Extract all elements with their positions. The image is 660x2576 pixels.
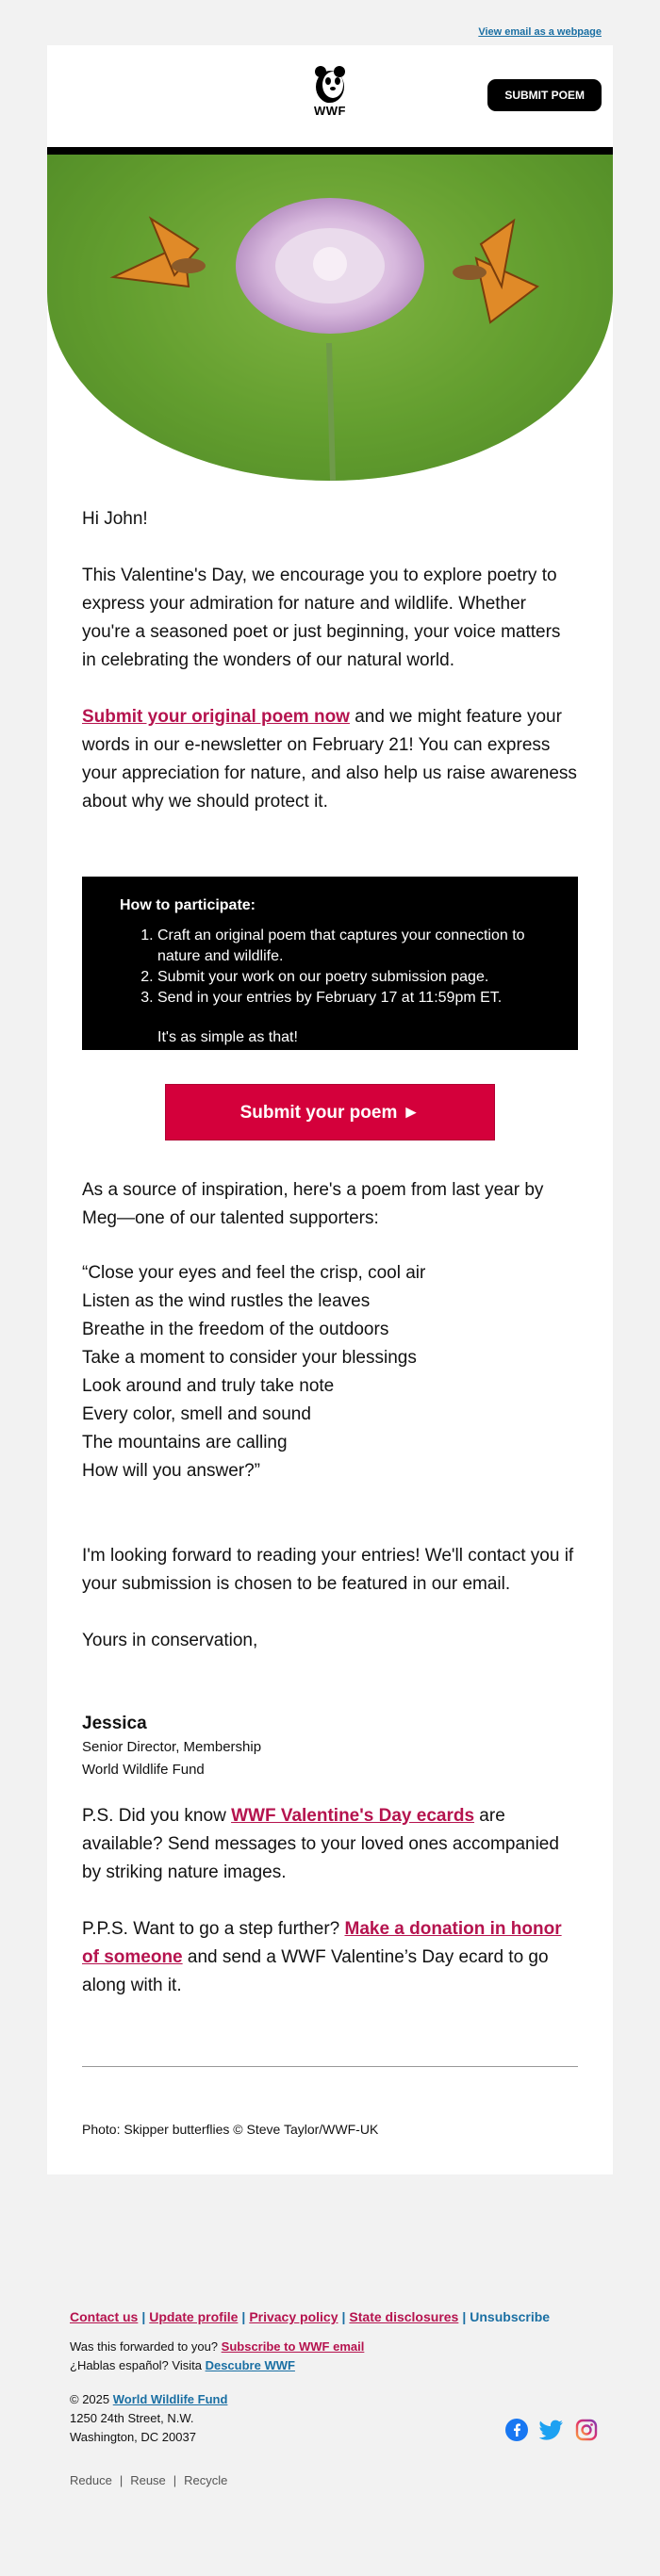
logo-text: WWF: [314, 104, 346, 118]
footer-link-state-disclosures[interactable]: State disclosures: [349, 2309, 459, 2324]
butterflies-flower-illustration: [47, 155, 613, 481]
greeting: Hi John!: [82, 509, 148, 529]
submit-poem-link[interactable]: Submit your original poem now: [82, 707, 350, 727]
email-body: [47, 505, 613, 2174]
intro-paragraph: This Valentine's Day, we encourage you to explore poetry to express your admiration for nature and wildlife. Whether you're a seasoned poet or just beginning, your voice matters in celebrating the wonders of our natural world.: [82, 566, 561, 670]
poem-line: “Close your eyes and feel the crisp, cool air: [82, 1263, 426, 1283]
pps-text-after: and send a WWF Valentine’s Day ecard to go along with it.: [82, 1947, 549, 1995]
poem-line: Breathe in the freedom of the outdoors: [82, 1320, 389, 1339]
body-divider: [82, 2066, 578, 2067]
spanish-text: ¿Hablas español? Visita: [70, 2358, 206, 2372]
step-item: 1. Craft an original poem that captures your connection to nature and wildlife.: [157, 926, 540, 967]
footer-link-privacy[interactable]: Privacy policy: [249, 2309, 338, 2324]
descubre-link[interactable]: Descubre WWF: [205, 2358, 295, 2372]
steps-list: [120, 926, 540, 1009]
submit-poem-button[interactable]: Submit your poem ►: [165, 1084, 495, 1140]
social-links: [505, 2419, 598, 2441]
poem-line: Take a moment to consider your blessings: [82, 1348, 417, 1368]
signature-title: Senior Director, Membership: [82, 1739, 262, 1755]
wwf-logo[interactable]: [305, 64, 355, 118]
pps-text-before: P.P.S. Want to go a step further?: [82, 1919, 345, 1939]
ecards-link[interactable]: WWF Valentine's Day ecards: [231, 1806, 475, 1826]
submit-paragraph-text: and we might feature your words in our e-newsletter on February 21! You can express your appreciation for nature, and also help us raise awareness about why we should protect it.: [82, 707, 577, 812]
poem-line: Every color, smell and sound: [82, 1404, 311, 1424]
footer-link-contact[interactable]: Contact us: [70, 2309, 139, 2324]
hero-image: [47, 155, 613, 481]
facebook-icon[interactable]: [505, 2419, 528, 2441]
submit-paragraph: [82, 703, 578, 816]
email-footer: [70, 2309, 598, 2487]
poem-line: How will you answer?”: [82, 1461, 261, 1481]
ps-text-after: are available? Send messages to your loved ones accompanied by striking nature images.: [82, 1806, 559, 1882]
email-header: [47, 45, 613, 147]
instagram-icon[interactable]: [575, 2419, 598, 2441]
step-item: 3. Send in your entries by February 17 at 11:59pm ET.: [157, 988, 540, 1009]
how-closing: It's as simple as that!: [157, 1029, 298, 1045]
ps-text-before: P.S. Did you know: [82, 1806, 232, 1826]
poem-line: Look around and truly take note: [82, 1376, 335, 1396]
forward-paragraph: I'm looking forward to reading your entries! We'll contact you if your submission is chosen to be featured in our email.: [82, 1546, 574, 1594]
copyright-text: © 2025: [70, 2392, 113, 2406]
how-title: How to participate:: [120, 897, 256, 913]
subscribe-link[interactable]: Subscribe to WWF email: [221, 2339, 365, 2354]
twitter-icon[interactable]: [539, 2419, 564, 2441]
footer-link-unsubscribe[interactable]: Unsubscribe: [470, 2309, 551, 2324]
ps-paragraph: [82, 1802, 578, 1887]
poem-line: Listen as the wind rustles the leaves: [82, 1291, 371, 1311]
address-line: Washington, DC 20037: [70, 2430, 196, 2444]
hero-photo-mask: [47, 155, 613, 481]
wwf-link[interactable]: World Wildlife Fund: [112, 2392, 228, 2406]
signature-org: World Wildlife Fund: [82, 1762, 205, 1778]
reduce-reuse-recycle: Reduce | Reuse | Recycle: [70, 2473, 228, 2487]
step-item: 2. Submit your work on our poetry submission page.: [157, 967, 540, 988]
inspiration-paragraph: As a source of inspiration, here's a poem from last year by Meg—one of our talented supporters:: [82, 1180, 544, 1228]
reuse-text: Reuse: [130, 2473, 166, 2487]
panda-logo-icon: [309, 64, 351, 106]
how-to-participate-box: [82, 877, 578, 1050]
footer-link-update-profile[interactable]: Update profile: [149, 2309, 239, 2324]
poem-line: The mountains are calling: [82, 1433, 288, 1452]
email-container: [47, 45, 613, 2174]
footer-links: Contact us | Update profile | Privacy policy | State disclosures | Unsubscribe: [70, 2309, 551, 2324]
cta-wrap: [82, 1084, 578, 1140]
top-bar: [0, 0, 660, 45]
poem: [82, 1259, 578, 1485]
view-webpage-link[interactable]: View email as a webpage: [478, 26, 602, 38]
photo-credit: Photo: Skipper butterflies © Steve Taylor/WWF-UK: [82, 2122, 379, 2137]
recycle-text: Recycle: [184, 2473, 228, 2487]
forwarded-block: [70, 2338, 598, 2375]
reduce-text: Reduce: [70, 2473, 112, 2487]
signature-name: Jessica: [82, 1714, 147, 1733]
closing-line: Yours in conservation,: [82, 1631, 258, 1650]
forwarded-text: Was this forwarded to you?: [70, 2339, 222, 2354]
header-divider: [47, 147, 613, 155]
submit-poem-header-button[interactable]: SUBMIT POEM: [487, 79, 602, 111]
pps-paragraph: [82, 1915, 578, 2000]
donation-link[interactable]: Make a donation in honor of someone: [82, 1919, 562, 1967]
address-line: 1250 24th Street, N.W.: [70, 2411, 194, 2425]
